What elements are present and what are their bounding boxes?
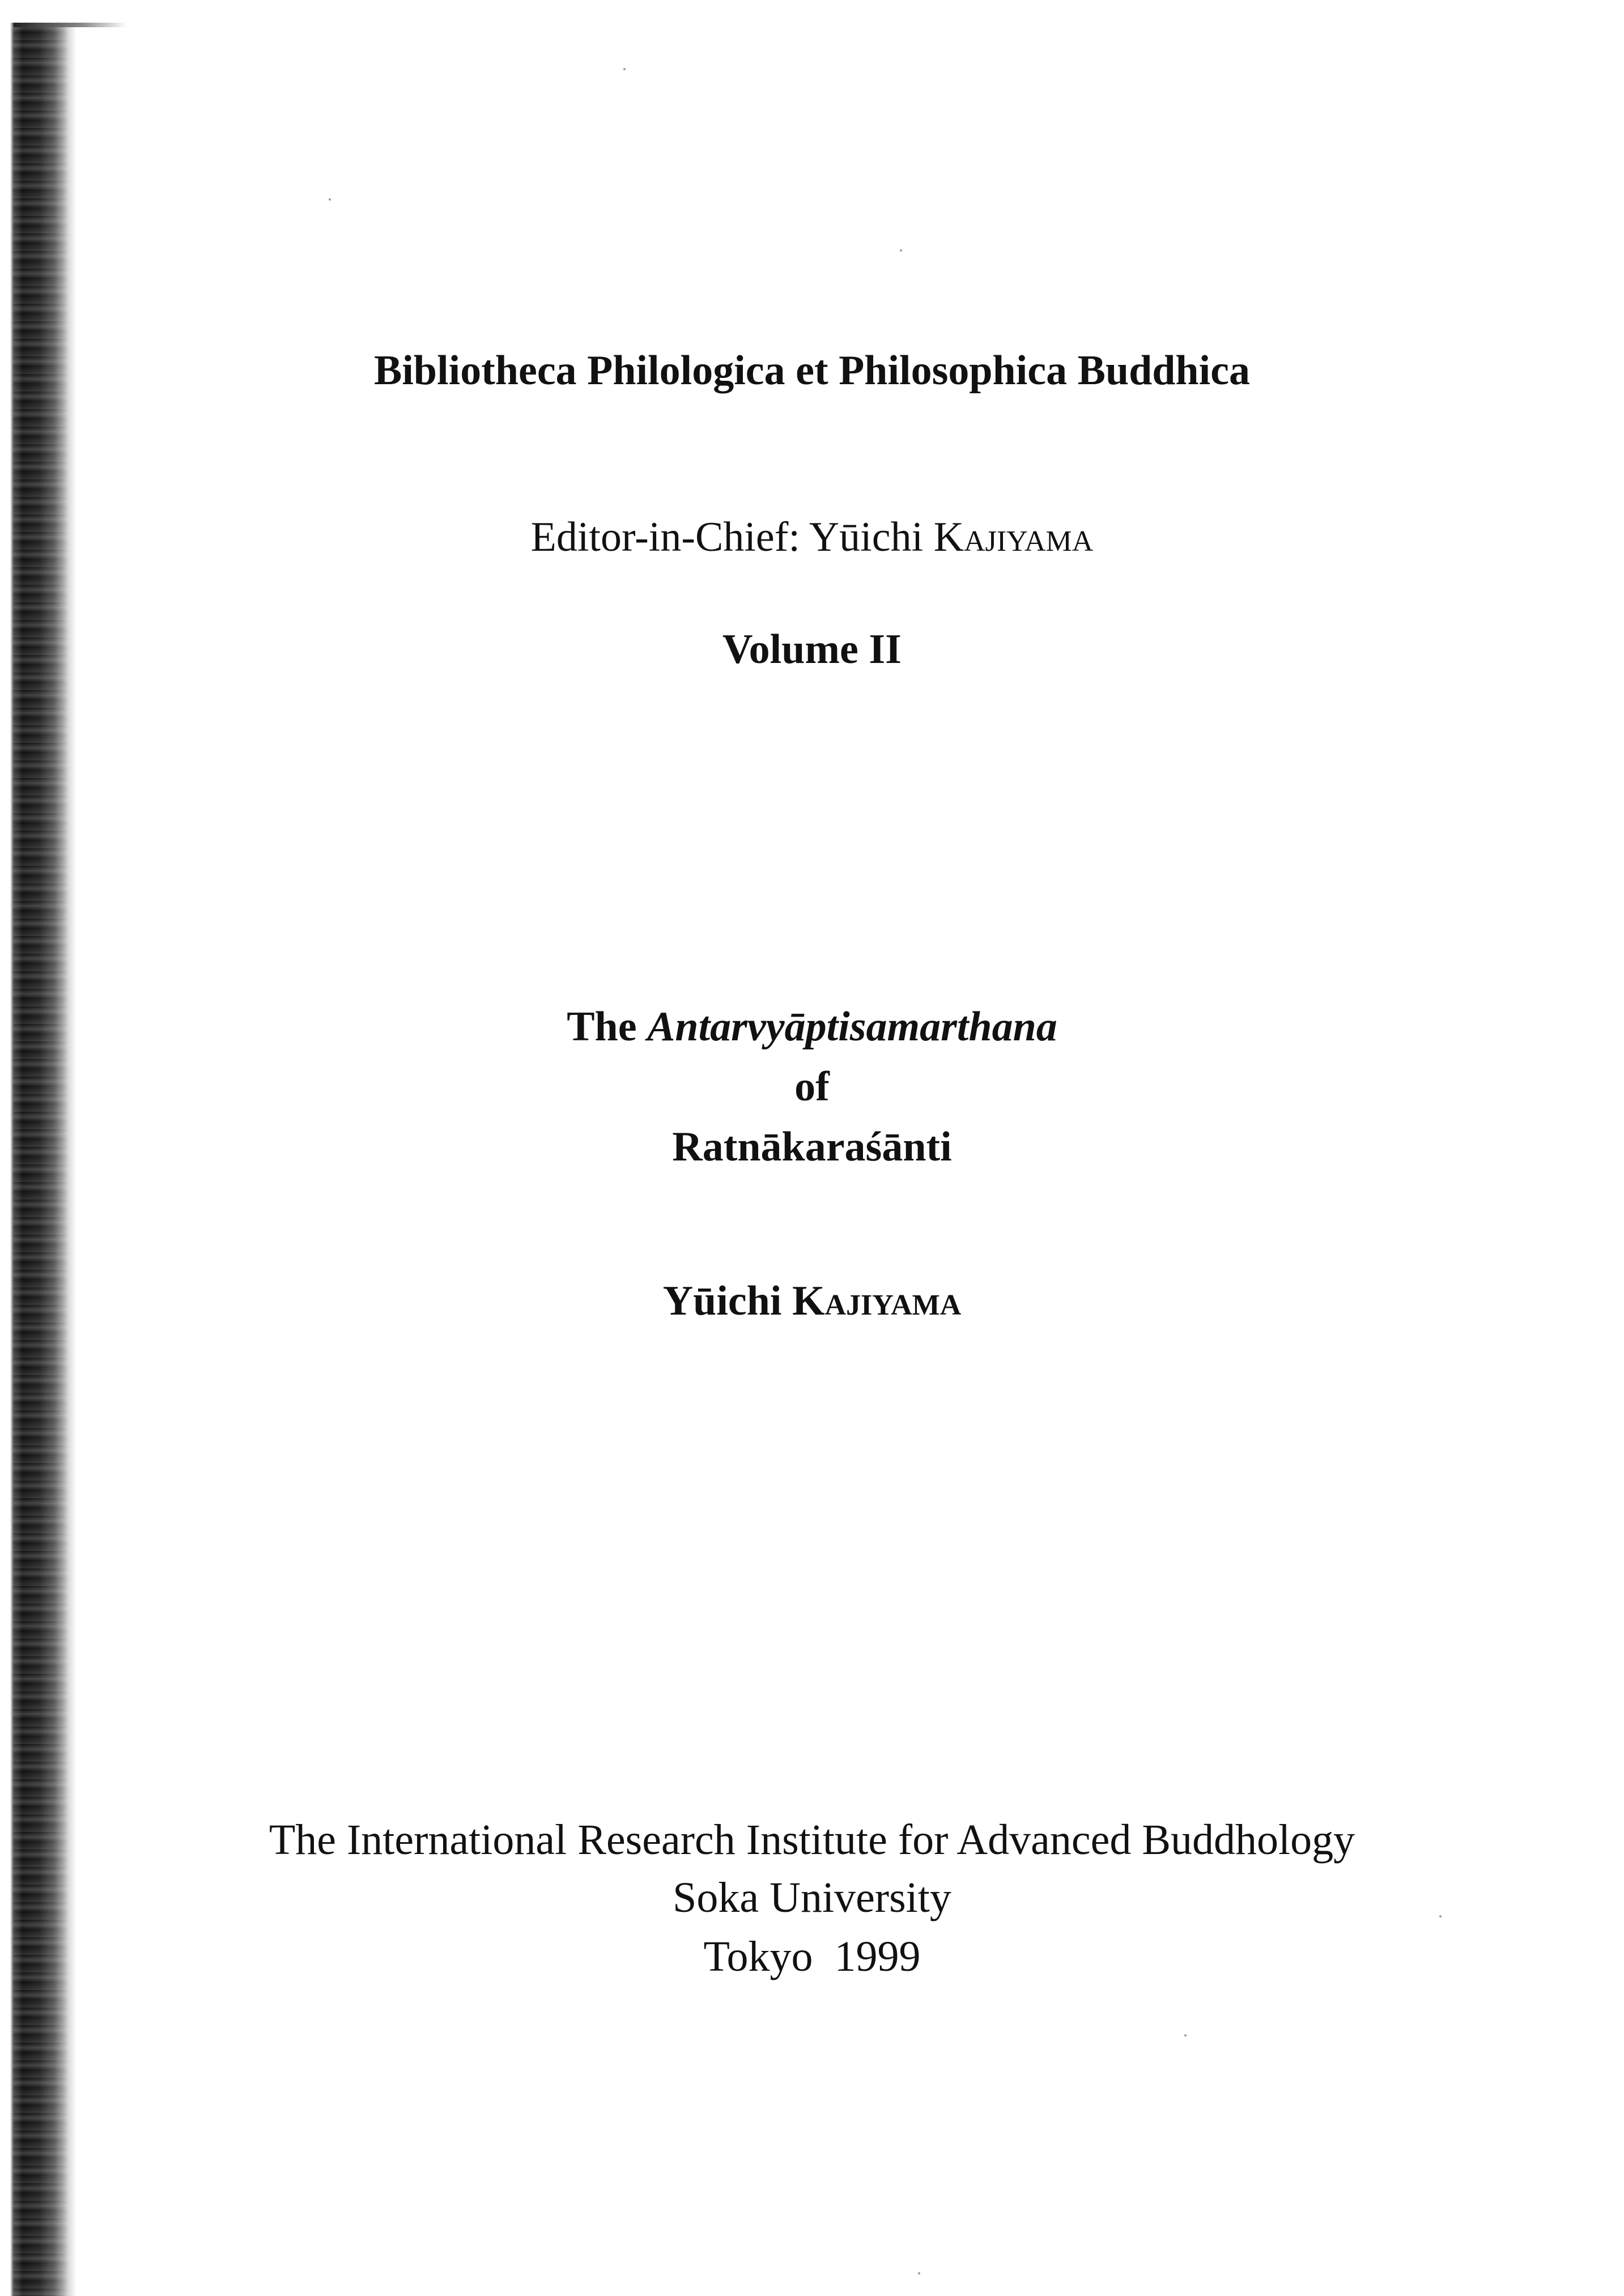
scan-speck: [329, 198, 331, 201]
book-title-prefix: The: [567, 1004, 637, 1050]
book-title-of: of: [794, 1064, 830, 1110]
book-author: [0, 1277, 1624, 1325]
author-family-name: Kajiyama: [792, 1278, 962, 1324]
editor-family-name: Kajiyama: [933, 514, 1094, 560]
scan-speck: [900, 249, 902, 252]
scan-speck: [623, 68, 626, 70]
scan-speck: [1184, 2034, 1187, 2036]
publisher-place-year: Tokyo 1999: [703, 1933, 921, 1980]
book-title-main: Antarvyāptisamarthana: [647, 1004, 1057, 1050]
editor-in-chief: [0, 513, 1624, 562]
volume-number: Volume II: [722, 626, 902, 673]
editor-label: Editor-in-Chief:: [530, 514, 800, 560]
scan-top-edge: [14, 23, 127, 27]
book-title: [0, 1003, 1624, 1051]
series-title: Bibliotheca Philologica et Philosophica Buddhica: [374, 347, 1250, 394]
scan-speck: [918, 2272, 920, 2274]
publisher-university: Soka University: [673, 1874, 951, 1921]
publisher-institute: The International Research Institute for Advanced Buddhology: [269, 1816, 1355, 1864]
editor-given-name: Yūichi: [809, 514, 924, 560]
book-subject-author: Ratnākaraśānti: [672, 1124, 952, 1170]
author-given-name: Yūichi: [662, 1278, 782, 1324]
scan-speck: [1439, 1915, 1442, 1917]
